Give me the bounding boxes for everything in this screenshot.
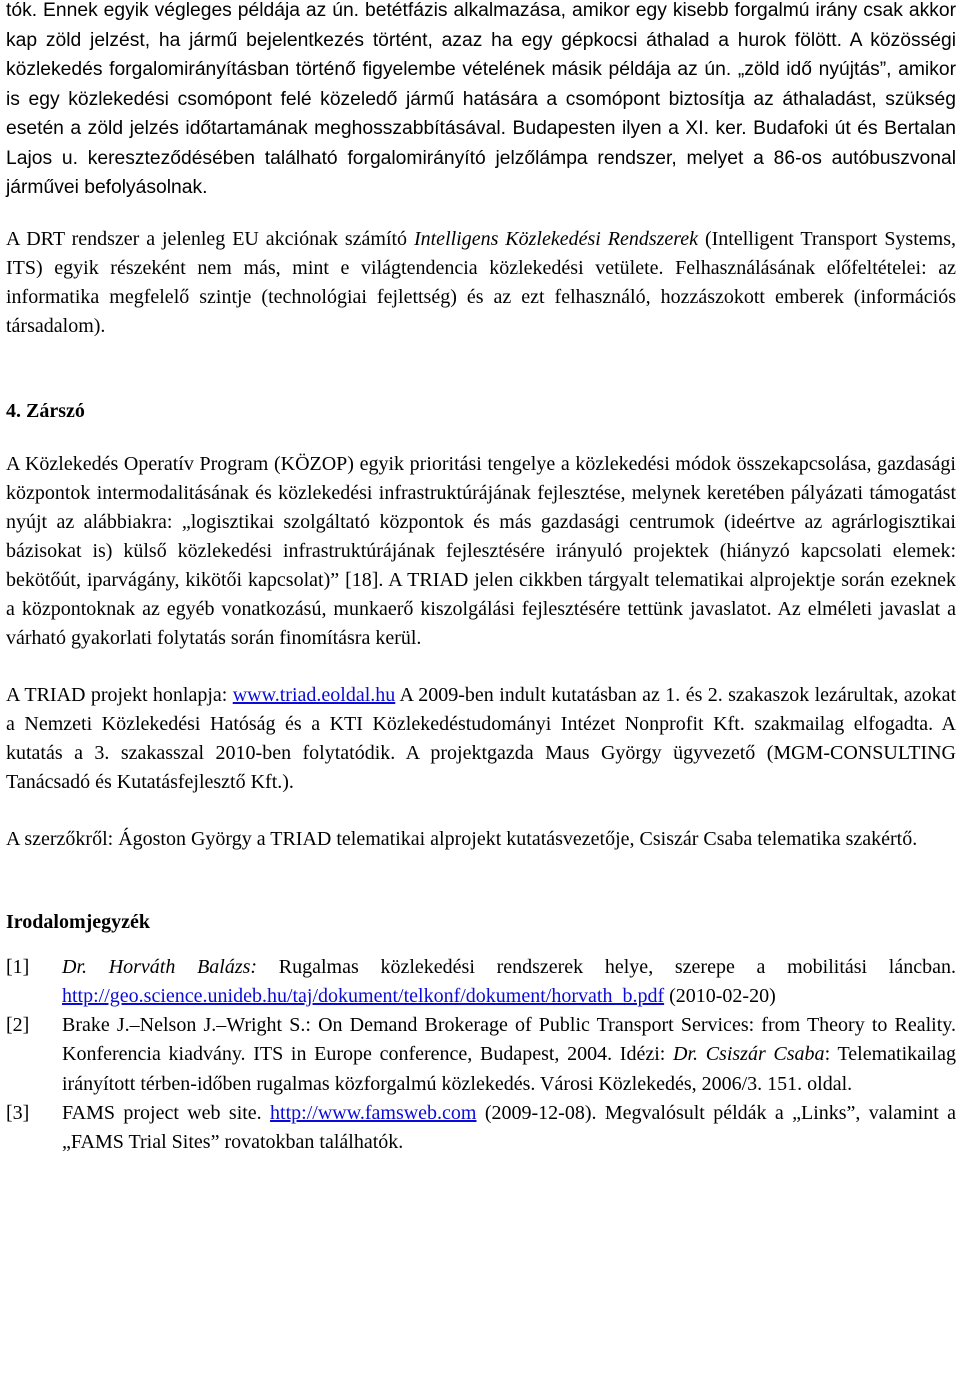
paragraph-text: tók. Ennek egyik végleges példája az ún. betétfázis alkalmazása, amikor egy kisebb forgalmú irány csak akkor kap zöld jelzést, ha jármű bejelentkezés történt, azaz ha egy gépkocsi áthalad a hurok fölött. A közösségi közlekedés forgalomirányításban történő figyelembe vételének másik példája az ún. „zöld idő nyújtás”, amikor is egy közlekedési csomópont felé közeledő jármű hatására a csomópont biztosítja az áthaladást, szükség esetén a zöld jelzés időtartamának meghosszabbításával. Budapesten ilyen a XI. ker. Budafoki út és Bertalan Lajos u. kereszteződésében található forgalomirányító jelzőlámpa rendszer, melyet a 86-os autóbuszvonal járművei befolyásolnak. [6, 0, 956, 198]
its-italic-term: Intelligens Közlekedési Rendszerek [413, 227, 699, 250]
paragraph-signal-control [6, 0, 956, 203]
reference-item [6, 1099, 956, 1158]
reference-text: FAMS project web site. [62, 1101, 271, 1124]
reference-link[interactable]: http://geo.science.unideb.hu/taj/dokument/telkonf/dokument/horvath_b.pdf [62, 984, 665, 1007]
section-heading: 4. Zárszó [6, 399, 85, 422]
paragraph-text: A TRIAD projekt honlapja: [6, 683, 233, 706]
paragraph-text: A 2009-ben indult kutatásban az 1. és 2. szakaszok lezárultak, azokat a Nemzeti Közlekedési Hatóság és a KTI Közlekedéstudományi Intézet Nonprofit Kft. szakmailag elfogadta. A kutatás a 3. szakasszal 2010-ben folytatódik. A projektgazda Maus György ügyvezető (MGM-CONSULTING Tanácsadó és Kutatásfejlesztő Kft.). [6, 683, 957, 793]
reference-number: [1] [6, 955, 30, 978]
reference-number: [3] [6, 1101, 30, 1124]
reference-number: [2] [6, 1014, 30, 1037]
reference-list [6, 953, 956, 1158]
reference-link[interactable]: http://www.famsweb.com [270, 1101, 477, 1124]
paragraph-triad-project [6, 681, 956, 797]
reference-text: Brake J.–Nelson J.–Wright S.: On Demand Brokerage of Public Transport Services: from Theory to Reality. Konferencia kiadvány. ITS in Europe conference, Budapest, 2004. Idézi: [62, 1014, 956, 1066]
paragraph-text: A szerzőkről: Ágoston György a TRIAD telematikai alprojekt kutatásvezetője, Csiszár Csaba telematika szakértő. [6, 827, 918, 850]
reference-author: Dr. Csiszár Csaba [673, 1043, 825, 1066]
triad-homepage-link[interactable]: www.triad.eoldal.hu [232, 683, 396, 706]
paragraph-authors [6, 825, 956, 854]
paragraph-text: A DRT rendszer a jelenleg EU akciónak számító [6, 227, 414, 250]
paragraph-drt-its [6, 225, 956, 341]
reference-body [62, 1011, 956, 1099]
reference-text: : Telematikailag irányított térben-időben rugalmas közforgalmú közlekedés. Városi Közlekedés, 2006/3. 151. oldal. [62, 1043, 956, 1095]
reference-author: Dr. Horváth Balázs: [62, 955, 258, 978]
reference-item [6, 953, 956, 1012]
reference-body [62, 953, 956, 1012]
reference-text: Rugalmas közlekedési rendszerek helye, szerepe a mobilitási láncban. [257, 955, 956, 978]
paragraph-text: (Intelligent Transport Systems, ITS) egyik részeként nem más, mint e világtendencia közlekedési vetülete. Felhasználásának előfeltételei: az informatika megfelelő szintje (technológiai fejlettség) és az ezt felhasználó, hozzászokott emberek (információs társadalom). [6, 227, 956, 337]
reference-text: (2010-02-20) [664, 984, 776, 1007]
reference-body [62, 1099, 956, 1158]
reference-item [6, 1011, 956, 1099]
reference-text: (2009-12-08). Megvalósult példák a „Links”, valamint a „FAMS Trial Sites” rovatokban találhatók. [62, 1101, 956, 1154]
document-page [6, 0, 956, 1158]
references-heading: Irodalomjegyzék [6, 910, 151, 933]
paragraph-text: A Közlekedés Operatív Program (KÖZOP) egyik prioritási tengelye a közlekedési módok összekapcsolása, gazdasági központok intermodalitásának és közlekedési infrastruktúrájának fejlesztése, melynek keretében pályázati támogatást nyújt az alábbiakra: „logisztikai szolgáltató központok és más gazdasági centrumok (ideértve az agrárlogisztikai bázisokat is) külső közlekedési infrastruktúrájának fejlesztésére irányuló projektek (hiányzó kapcsolati elemek: bekötőút, iparvágány, kikötői kapcsolat)” [18]. A TRIAD jelen cikkben tárgyalt telematikai alprojektje során ezeknek a központoknak az egyéb vonatkozású, munkaerő kiszolgálási fejlesztésére tettünk javaslatot. Az elméleti javaslat a várható gyakorlati folytatás során finomításra kerül. [6, 452, 956, 649]
paragraph-kozop [6, 450, 956, 653]
